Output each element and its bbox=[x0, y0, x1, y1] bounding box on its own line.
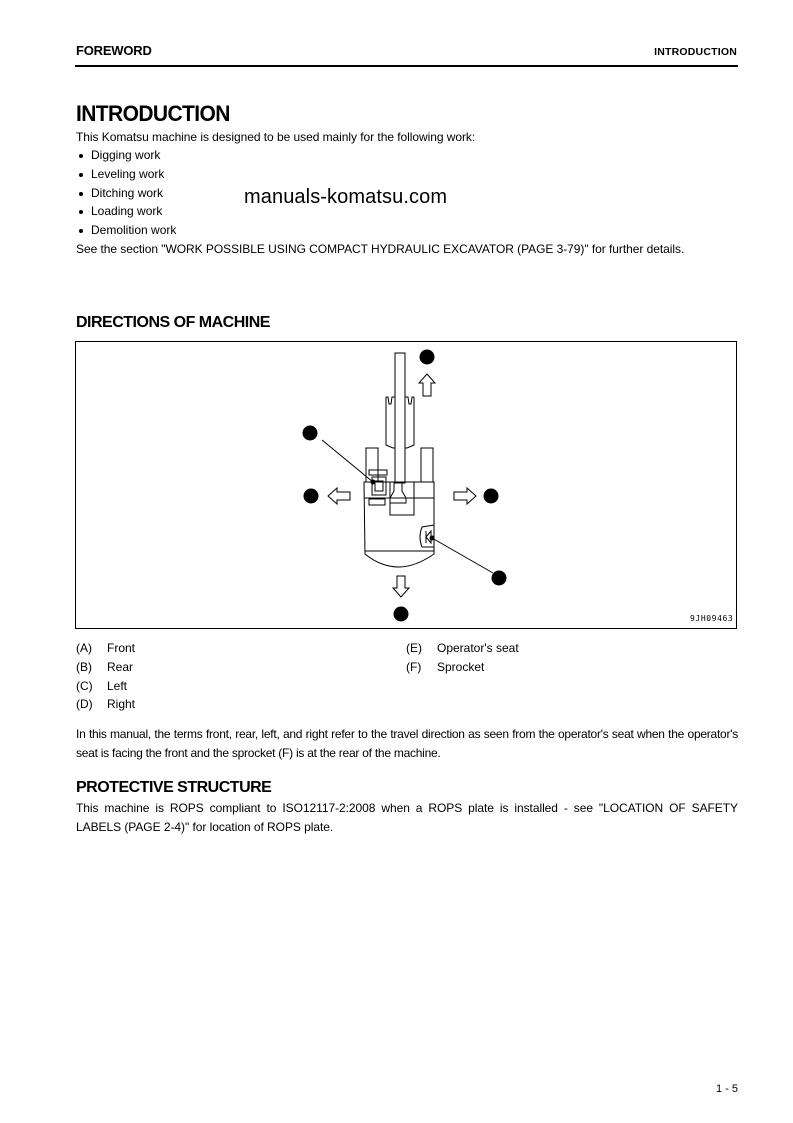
intro-lead-text: This Komatsu machine is designed to be used mainly for the following work: bbox=[76, 130, 476, 144]
see-section-text: See the section "WORK POSSIBLE USING COMPACT HYDRAULIC EXCAVATOR (PAGE 3-79)" for further details. bbox=[76, 242, 685, 256]
arm-shape bbox=[395, 353, 405, 483]
legend-label: Front bbox=[107, 641, 136, 655]
legend-row bbox=[406, 658, 519, 677]
legend-left bbox=[76, 639, 135, 714]
callout-f: F bbox=[495, 573, 503, 585]
watermark-text: manuals-komatsu.com bbox=[244, 186, 448, 208]
machine-directions-diagram bbox=[75, 341, 737, 629]
leader-line-f bbox=[432, 538, 493, 573]
legend-label: Right bbox=[107, 697, 136, 712]
work-list bbox=[78, 146, 176, 240]
section-title-protective-structure: PROTECTIVE STRUCTURE bbox=[76, 779, 272, 796]
arrow-right-icon bbox=[454, 488, 476, 504]
legend-key: (E) bbox=[406, 641, 422, 655]
section-title-directions: DIRECTIONS OF MACHINE bbox=[76, 314, 270, 331]
work-list-item: Demolition work bbox=[78, 221, 176, 240]
legend-label: Sprocket bbox=[437, 659, 485, 674]
legend-key: (D) bbox=[76, 697, 93, 712]
callout-d: D bbox=[487, 491, 495, 503]
legend-row bbox=[76, 695, 135, 714]
work-list-item: Loading work bbox=[78, 202, 176, 221]
legend-label: Rear bbox=[107, 659, 134, 674]
machine-body-shape bbox=[364, 448, 434, 567]
legend-row bbox=[76, 658, 135, 677]
leader-dot-e bbox=[371, 480, 375, 484]
figure-id: 9JH09463 bbox=[690, 614, 734, 623]
directions-note: In this manual, the terms front, rear, left, and right refer to the travel direction as seen from the operator's seat when the operator's seat is facing the front and the sprocket (F) is at the rear of the machine. bbox=[76, 727, 738, 760]
legend-row bbox=[76, 677, 135, 696]
work-list-item: Ditching work bbox=[78, 184, 176, 203]
arrow-down-icon bbox=[393, 576, 409, 597]
leader-line-e bbox=[322, 440, 373, 482]
arrow-up-icon bbox=[419, 374, 435, 396]
legend-key: (A) bbox=[76, 641, 92, 655]
callout-e: E bbox=[306, 428, 314, 440]
legend-row bbox=[406, 639, 519, 658]
leader-dot-f bbox=[430, 536, 434, 540]
page-number: 1 - 5 bbox=[716, 1083, 739, 1095]
callout-a: A bbox=[423, 352, 431, 364]
protective-structure-text: This machine is ROPS compliant to ISO12117-2:2008 when a ROPS plate is installed - see "LOCATION OF SAFETY LABELS (PAGE 2-4)" for location of ROPS plate. bbox=[76, 801, 738, 834]
page-title: INTRODUCTION bbox=[76, 102, 230, 127]
header-divider bbox=[75, 65, 738, 67]
bucket-shape bbox=[386, 397, 414, 448]
legend-key: (C) bbox=[76, 678, 93, 693]
legend-key: (F) bbox=[406, 659, 422, 674]
header-section-title: FOREWORD bbox=[76, 43, 152, 58]
legend-row bbox=[76, 639, 135, 658]
legend-label: Operator's seat bbox=[437, 641, 519, 655]
arrow-left-icon bbox=[328, 488, 350, 504]
legend-label: Left bbox=[107, 678, 128, 693]
work-list-item: Leveling work bbox=[78, 165, 176, 184]
work-list-item: Digging work bbox=[78, 146, 176, 165]
legend-key: (B) bbox=[76, 659, 92, 674]
callout-c: C bbox=[307, 491, 315, 503]
legend-right bbox=[406, 639, 519, 677]
callout-b: B bbox=[397, 609, 405, 621]
header-chapter-title: INTRODUCTION bbox=[654, 46, 737, 58]
